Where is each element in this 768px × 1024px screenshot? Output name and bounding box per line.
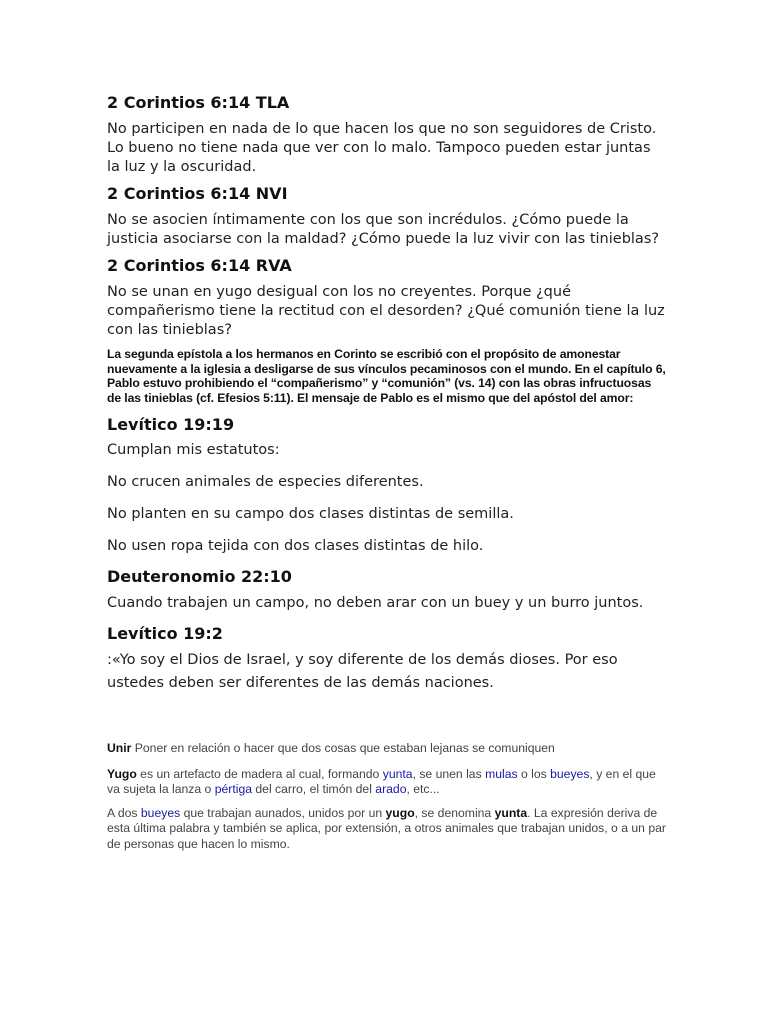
gloss-text: o los (517, 766, 551, 781)
verse-2cor-rva: No se unan en yugo desigual con los no creyentes. Porque ¿qué compañerismo tiene la rectitud con el desorden? ¿Qué comunión tiene la luz con las tinieblas? (107, 284, 665, 338)
gloss-text: A dos (107, 805, 141, 820)
verse-deut-22-10: Cuando trabajen un campo, no deben arar con un buey y un burro juntos. (107, 595, 644, 612)
gloss-yugo (107, 767, 667, 798)
gloss-text: es un artefacto de madera al cual, formando (136, 766, 383, 781)
gloss-text: . La expresión deriva de esta última palabra y también se aplica, por extensión, a otros animales que trabajan unidos, o a un par de personas que hacen lo mismo. (107, 805, 666, 851)
link-yunta-2[interactable]: yunta (494, 805, 528, 820)
gloss-text: del carro, el timón del (252, 782, 376, 797)
gloss-yunta (107, 806, 667, 853)
heading-2cor-nvi: 2 Corintios 6:14 NVI (107, 184, 288, 203)
heading-lev-19-19: Levítico 19:19 (107, 415, 235, 435)
gloss-term-unir: Unir (107, 741, 132, 756)
gloss-def-unir: Poner en relación o hacer que dos cosas que estaban lejanas se comuniquen (131, 741, 555, 756)
gloss-unir (107, 741, 667, 757)
heading-lev-19-2: Levítico 19:2 (107, 624, 223, 644)
lev-19-19-line-1: Cumplan mis estatutos: (107, 442, 280, 459)
gloss-text: , etc... (406, 782, 440, 797)
verse-2cor-nvi: No se asocien íntimamente con los que son incrédulos. ¿Cómo puede la justicia asociarse con la maldad? ¿Cómo puede la luz vivir con las tinieblas? (107, 212, 660, 247)
heading-2cor-tla: 2 Corintios 6:14 TLA (107, 93, 290, 112)
link-yunta[interactable]: yunta (382, 766, 413, 781)
link-pertiga[interactable]: pértiga (214, 782, 252, 797)
gloss-text: , se denomina (414, 805, 495, 820)
lev-19-19-line-4: No usen ropa tejida con dos clases distintas de hilo. (107, 538, 484, 555)
link-bueyes[interactable]: bueyes (550, 766, 590, 781)
link-mulas[interactable]: mulas (485, 766, 518, 781)
lev-19-19-line-3: No planten en su campo dos clases distintas de semilla. (107, 506, 514, 523)
link-arado[interactable]: arado (375, 782, 407, 797)
commentary-paragraph: La segunda epístola a los hermanos en Corinto se escribió con el propósito de amonestar nuevamente a la iglesia a desligarse de sus vínculos pecaminosos con el mundo. En el capítulo 6, Pablo estuvo prohibiendo el “compañerismo” y “comunión” (vs. 14) con las obras infructuosas de las tinieblas (cf. Efesios 5:11). El mensaje de Pablo es el mismo que del apóstol del amor: (107, 347, 666, 405)
gloss-text: , y en el que va sujeta la lanza o (107, 766, 656, 797)
heading-2cor-rva: 2 Corintios 6:14 RVA (107, 256, 292, 275)
heading-deut-22-10: Deuteronomio 22:10 (107, 567, 292, 587)
gloss-term-yugo: Yugo (107, 766, 137, 781)
link-bueyes-2[interactable]: bueyes (140, 805, 181, 820)
document-body (107, 92, 667, 852)
verse-lev-19-2: :«Yo soy el Dios de Israel, y soy diferente de los demás dioses. Por eso ustedes deben ser diferentes de las demás naciones. (107, 652, 618, 692)
gloss-text: , se unen las (412, 766, 486, 781)
gloss-bold-yugo: yugo (385, 805, 415, 820)
lev-19-19-line-2: No crucen animales de especies diferentes. (107, 474, 424, 491)
verse-2cor-tla: No participen en nada de lo que hacen los que no son seguidores de Cristo. Lo bueno no tiene nada que ver con lo malo. Tampoco pueden estar juntas la luz y la oscuridad. (107, 121, 657, 175)
glossary (107, 741, 667, 852)
gloss-text: que trabajan aunados, unidos por un (180, 805, 386, 820)
